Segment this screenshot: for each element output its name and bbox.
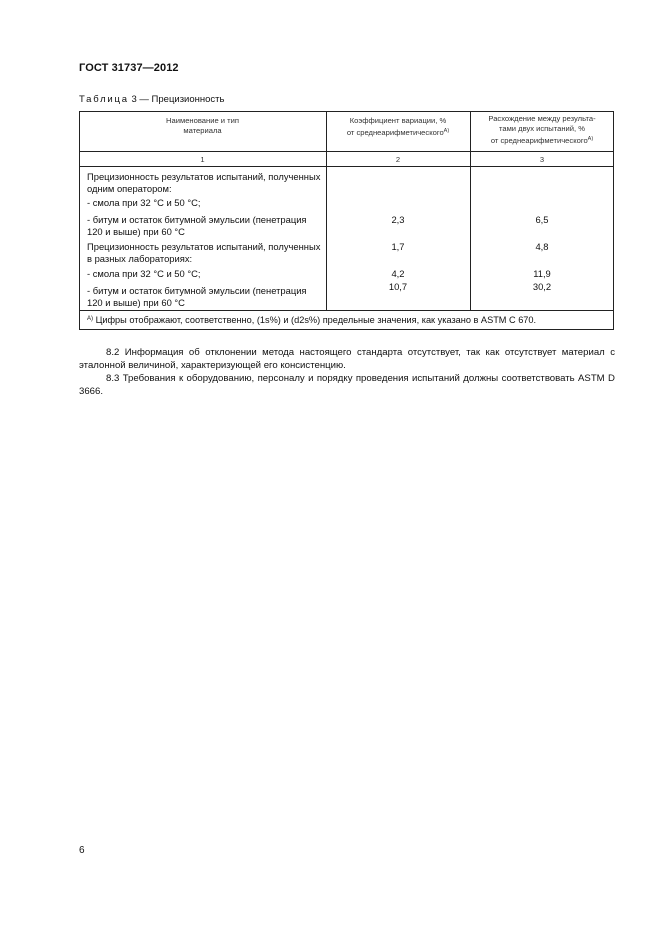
table-footnote (87, 315, 536, 325)
row-value-diff: 4,8 (535, 241, 549, 252)
row-name-bitumen-2: - битум и остаток битумной эмульсии (пенетрация 120 и выше) при 60 °С (87, 285, 307, 309)
footnote-mark: А) (87, 316, 93, 322)
row-name-operator: Прецизионность результатов испытаний, полученных одним оператором: (87, 171, 321, 195)
header-col-2: Коэффициент вариации, % от среднеарифметического$^{А)}$ (346, 116, 450, 137)
row-name-bitumen-1: - битум и остаток битумной эмульсии (пенетрация 120 и выше) при 60 °С (87, 214, 307, 238)
row-value-diff: 6,5 (535, 214, 549, 225)
header-divider (79, 151, 614, 152)
col-number-2: 2 (395, 155, 401, 164)
number-row-divider (79, 166, 614, 167)
paragraph-8-3: 8.3 Требования к оборудованию, персоналу и порядку проведения испытаний должны соответствовать ASTM D 3666. (79, 373, 615, 397)
standard-header: ГОСТ 31737—2012 (79, 62, 179, 74)
table-caption-title: 3 — Прецизионность (131, 94, 225, 105)
row-value-cv: 4,2 (391, 268, 405, 279)
row-name-labs: Прецизионность результатов испытаний, полученных в разных лабораториях: (87, 241, 321, 265)
row-value-cv: 10,7 (388, 281, 408, 292)
paragraph-8-2: 8.2 Информация об отклонении метода настоящего стандарта отсутствует, так как отсутствует материал с эталонной величиной, характеризующей его консистенцию. (79, 347, 615, 371)
row-value-diff: 11,9 (533, 268, 551, 279)
header-col-1: Наименование и тип материала (166, 116, 239, 135)
table-caption (79, 94, 224, 105)
page-number: 6 (79, 845, 85, 856)
col-number-1: 1 (200, 155, 205, 164)
row-value-diff: 30,2 (532, 281, 552, 292)
table-caption-word: Таблица (79, 94, 129, 105)
precision-table (79, 111, 615, 331)
row-name-tar-2: - смола при 32 °С и 50 °С; (87, 268, 201, 279)
row-name-tar-1: - смола при 32 °С и 50 °С; (87, 197, 201, 208)
col-number-3: 3 (539, 155, 545, 164)
row-value-cv: 1,7 (391, 241, 405, 252)
footnote-divider (79, 310, 614, 311)
footnote-text: Цифры отображают, соответственно, (1s%) и (d2s%) предельные значения, как указано в ASTM С 670. (95, 315, 537, 325)
header-col-3: Расхождение между результа- тами двух испытаний, % от среднеарифметического$^{А)}$ (488, 114, 596, 145)
row-value-cv: 2,3 (391, 214, 405, 225)
